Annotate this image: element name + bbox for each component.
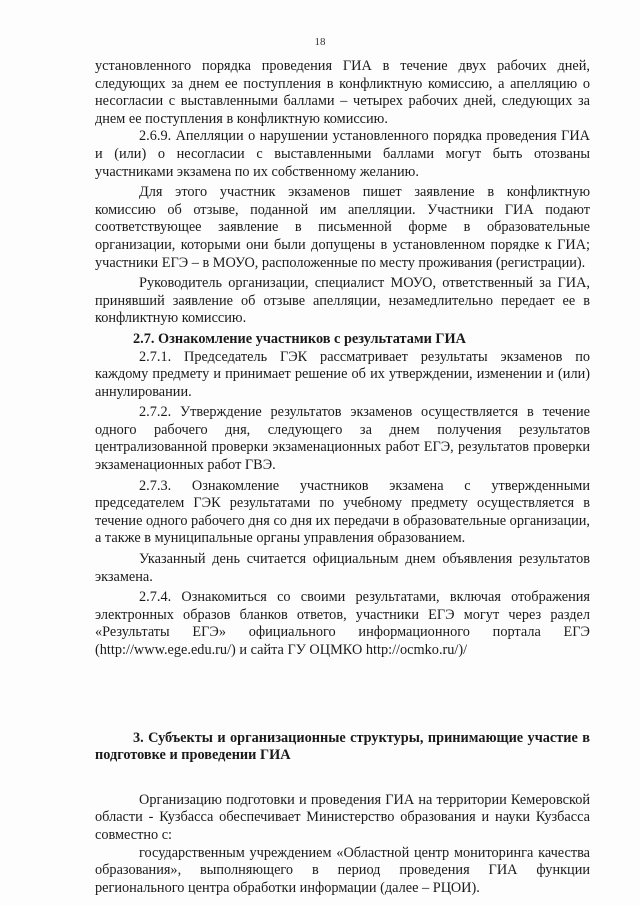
section-heading-3: 3. Субъекты и организационные структуры, принимающие участие в подготовке и проведении ГИА xyxy=(95,729,590,764)
paragraph-continuation: установленного порядка проведения ГИА в течение двух рабочих дней, следующих за днем ее поступления в конфликтную комиссию, а апелляцию о несогласии с выставленными баллами – четырех рабочих дней, следующих за днем ее поступления в конфликтную комиссию. xyxy=(95,58,590,127)
paragraph-withdrawal-procedure: Для этого участник экзаменов пишет заявление в конфликтную комиссию об отзыве, поданной им апелляции. Участники ГИА подают соответствующее заявление в письменной форме в образовательные организации, которыми они были допущены в установленном порядке к ГИА; участники ЕГЭ – в МОУО, расположенные по месту проживания (регистрации). xyxy=(95,184,590,271)
paragraph-2-7-2: 2.7.2. Утверждение результатов экзаменов осуществляется в течение одного рабочего дня, следующего за днем получения результатов централизованной проверки экзаменационных работ ЕГЭ, результатов проверки экзаменационных работ ГВЭ. xyxy=(95,404,590,474)
section-heading-2-7: 2.7. Ознакомление участников с результатами ГИА xyxy=(133,330,466,347)
document-body xyxy=(95,58,590,897)
paragraph-2-7-4: 2.7.4. Ознакомиться со своими результатами, включая отображения электронных образов бланков ответов, участники ЕГЭ могут через раздел «Результаты ЕГЭ» официального информационного портала ЕГЭ (http://www.ege.edu.ru/) и сайта ГУ ОЦМКО http://ocmko.ru/)/ xyxy=(95,589,590,658)
page-number: 18 xyxy=(314,36,326,48)
paragraph-2-6-9: 2.6.9. Апелляции о нарушении установленного порядка проведения ГИА и (или) о несогласии с выставленными баллами могут быть отозваны участниками экзамена по их собственному желанию. xyxy=(95,128,590,180)
paragraph-2-7-1: 2.7.1. Председатель ГЭК рассматривает результаты экзаменов по каждому предмету и принимает решение об их утверждении, изменении и (или) аннулировании. xyxy=(95,348,590,400)
paragraph-rcoi: государственным учреждением «Областной центр мониторинга качества образования», выполняющего в период проведения ГИА функции регионального центра обработки информации (далее – РЦОИ). xyxy=(95,844,590,896)
paragraph-organization: Организацию подготовки и проведения ГИА на территории Кемеровской области - Кузбасса обеспечивает Министерство образования и науки Кузбасса совместно с: xyxy=(95,791,590,843)
paragraph-2-7-3: 2.7.3. Ознакомление участников экзамена с утвержденными председателем ГЭК результатами по учебному предмету осуществляется в течение одного рабочего дня со дня их передачи в образовательные организации, а также в муниципальные органы управления образованием. xyxy=(95,477,590,547)
paragraph-head-transfer: Руководитель организации, специалист МОУО, ответственный за ГИА, принявший заявление об отзыве апелляции, незамедлительно передает ее в конфликтную комиссию. xyxy=(95,275,590,327)
paragraph-official-day: Указанный день считается официальным днем объявления результатов экзамена. xyxy=(95,551,590,585)
